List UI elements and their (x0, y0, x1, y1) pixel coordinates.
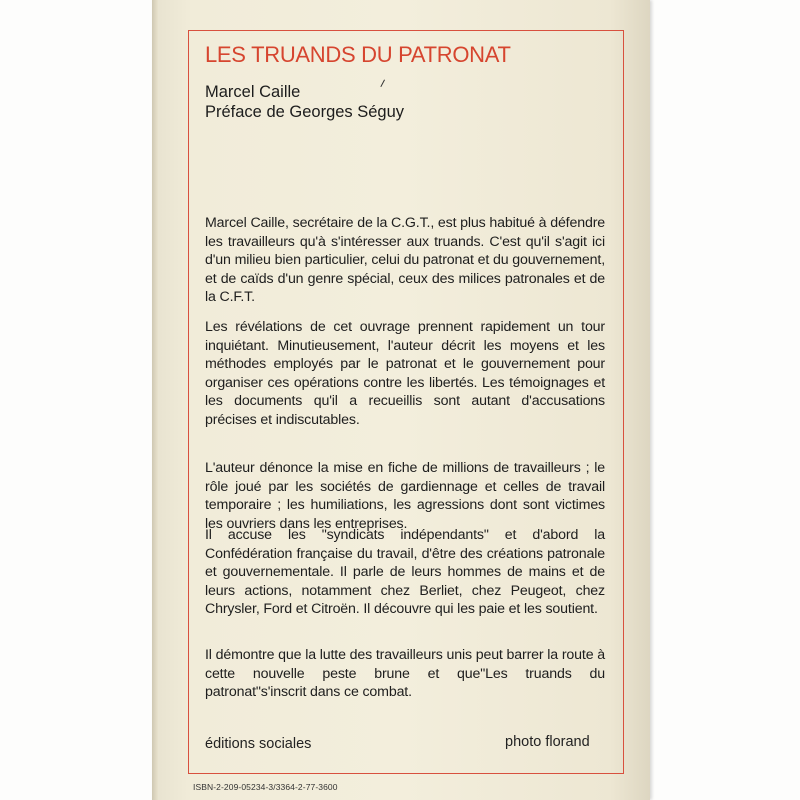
preface-credit: Préface de Georges Séguy (205, 103, 405, 121)
author-name: Marcel Caille (205, 83, 301, 101)
blurb-paragraph: Les révélations de cet ouvrage prennent rapidement un tour inquiétant. Minutieusement, l'auteur décrit les moyens et les méthodes employés par le patronat et le gouvernement pour organiser ces opérations contre les libertés. Les témoignages et les documents qu'il a recueillis sont autant d'accusations précises et indiscutables. (205, 319, 605, 428)
publisher-name: éditions sociales (205, 736, 312, 752)
blurb-paragraph: Il accuse les "syndicats indépendants" et d'abord la Confédération française du travail, d'être des créations patronale et gouvernementale. Il parle de leurs hommes de mains et de leurs actions, notamment chez Berliet, chez Peugeot, chez Chrysler, Ford et Citroën. Il découvre qui les paie et les soutient. (205, 527, 605, 617)
isbn-number: ISBN-2-209-05234-3/3364-2-77-3600 (193, 782, 338, 792)
blurb-paragraph: Il démontre que la lutte des travailleurs unis peut barrer la route à cette nouvelle peste brune et que"Les truands du patronat"s'inscrit dans ce combat. (205, 647, 605, 700)
photo-credit: photo florand (505, 734, 590, 750)
book-spine-edge (152, 0, 158, 800)
blurb-paragraph: Marcel Caille, secrétaire de la C.G.T., est plus habitué à défendre les travailleurs qu'à s'intéresser aux truands. C'est qu'il s'agit ici d'un milieu bien particulier, celui du patronat et du gouvernement, et de caïds d'un genre spécial, ceux des milices patronales et de la C.F.T. (205, 215, 606, 305)
blurb-paragraph: L'auteur dénonce la mise en fiche de millions de travailleurs ; le rôle joué par les sociétés de gardiennage et celles de travail temporaire ; les humiliations, les agressions dont sont victimes les ouvriers dans les entreprises. (205, 460, 605, 532)
book-title: LES TRUANDS DU PATRONAT (205, 42, 511, 67)
